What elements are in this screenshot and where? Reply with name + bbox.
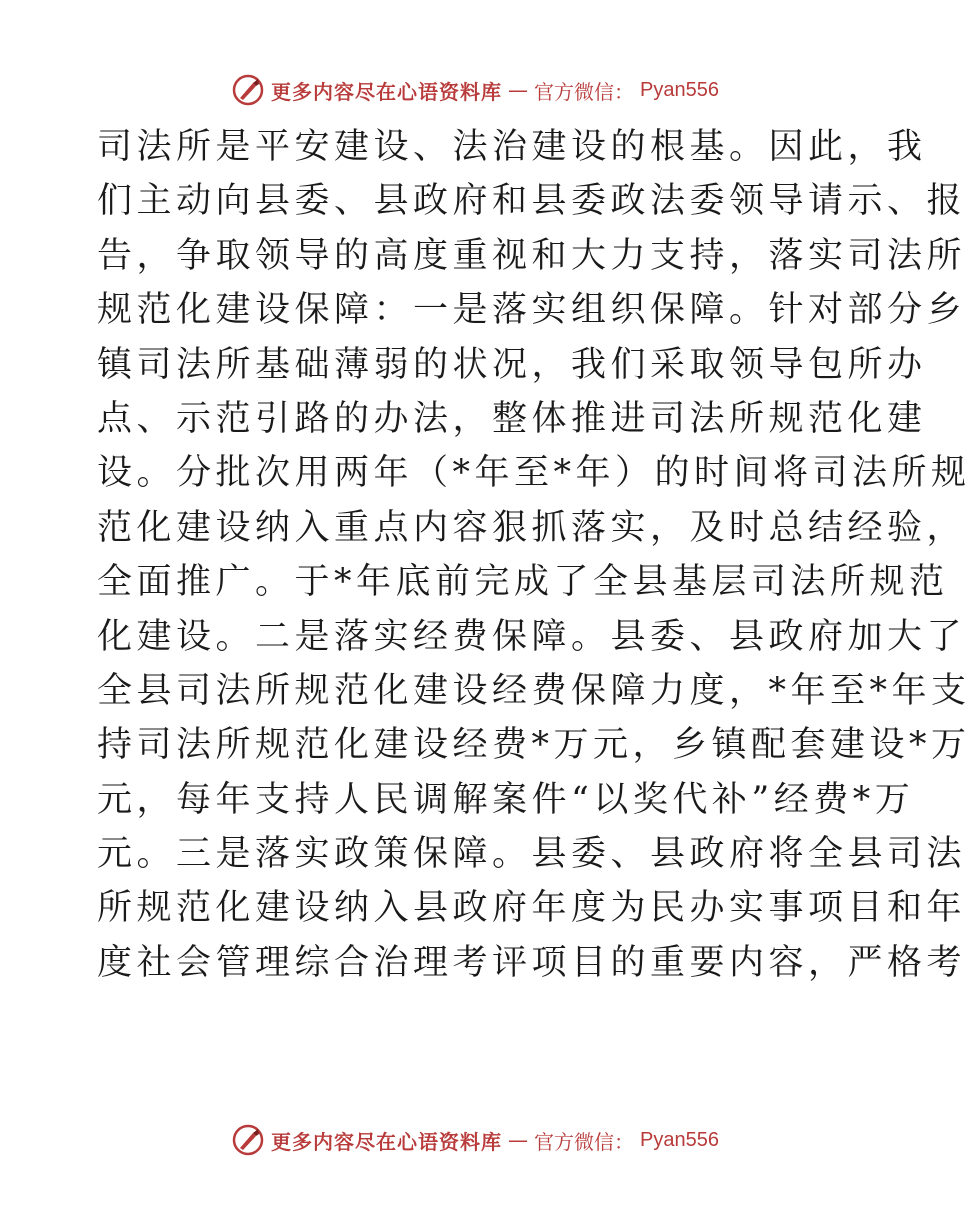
text-line: 范化建设纳入重点内容狠抓落实，及时总结经验， — [97, 507, 967, 548]
banner-main-text: 更多内容尽在心语资料库 — [271, 1129, 503, 1154]
text-line: 全面推广。于*年底前完成了全县基层司法所规范 — [97, 562, 949, 603]
quill-logo-icon — [231, 1123, 265, 1157]
header-banner — [0, 70, 950, 110]
text-line: 持司法所规范化建设经费*万元，乡镇配套建设*万 — [97, 725, 971, 766]
text-line: 告，争取领导的高度重视和大力支持，落实司法所 — [97, 235, 967, 276]
text-line: 设。分批次用两年（*年至*年）的时间将司法所规 — [97, 453, 971, 494]
text-line: 度社会管理综合治理考评项目的重要内容，严格考 — [97, 942, 967, 983]
banner-wechat-id: Pyan556 — [640, 1128, 719, 1151]
banner-wechat-label: 官方微信： — [534, 1129, 635, 1154]
text-line: 全县司法所规范化建设经费保障力度，*年至*年支 — [97, 670, 971, 711]
banner-separator: — — [508, 78, 529, 102]
text-line: 规范化建设保障：一是落实组织保障。针对部分乡 — [97, 290, 967, 331]
text-line: 点、示范引路的办法，整体推进司法所规范化建 — [97, 398, 927, 439]
banner-wechat-label: 官方微信： — [534, 79, 635, 104]
quill-logo-icon — [231, 73, 265, 107]
document-body — [97, 120, 971, 990]
text-line: 元，每年支持人民调解案件“以奖代补”经费*万 — [97, 779, 915, 820]
banner-wechat-id: Pyan556 — [640, 78, 719, 101]
text-line: 元。三是落实政策保障。县委、县政府将全县司法 — [97, 834, 967, 875]
text-line: 司法所是平安建设、法治建设的根基。因此，我 — [97, 127, 927, 167]
footer-banner — [0, 1120, 950, 1160]
text-line: 镇司法所基础薄弱的状况，我们采取领导包所办 — [97, 344, 927, 385]
banner-main-text: 更多内容尽在心语资料库 — [271, 79, 503, 104]
text-line: 化建设。二是落实经费保障。县委、县政府加大了 — [97, 616, 967, 657]
banner-separator: — — [508, 1128, 529, 1152]
text-line: 们主动向县委、县政府和县委政法委领导请示、报 — [97, 181, 967, 222]
text-line: 所规范化建设纳入县政府年度为民办实事项目和年 — [97, 888, 967, 929]
